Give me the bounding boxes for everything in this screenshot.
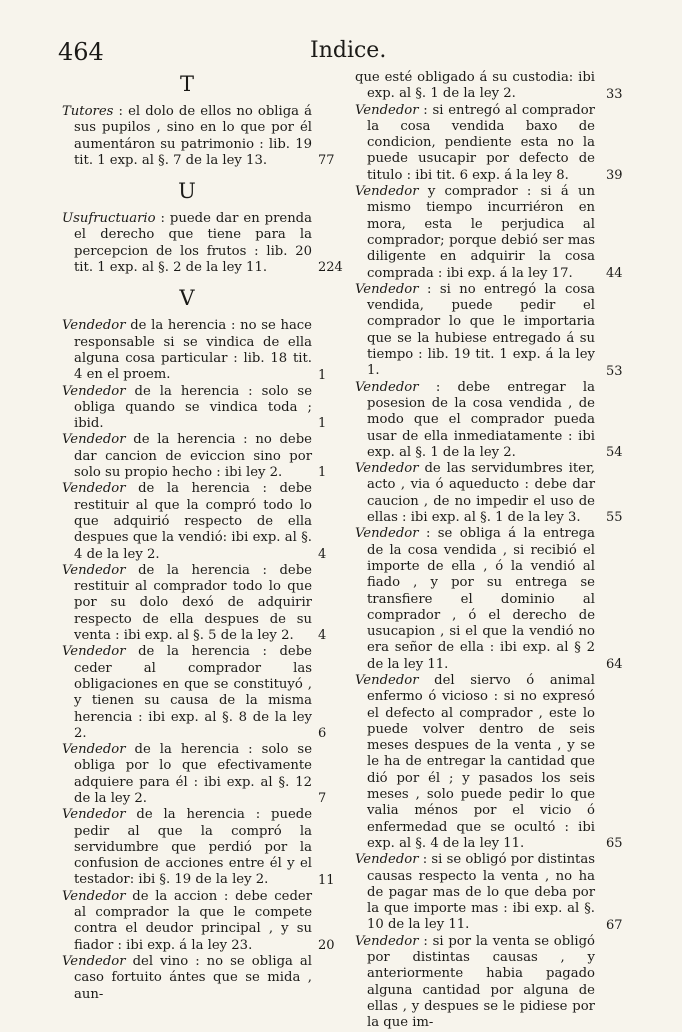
entry-text: : si por la venta se obligó por distintas causas , y anteriormente habia pagado alguna cantidad por alguna de ellas , y despues se le pidiese por la que im- xyxy=(367,933,595,1031)
entry-text: de la herencia : debe restituir al que la compró todo lo que adquirió respecto de ella despues que la vendió: ibi exp. al §. 4 de la ley 2. xyxy=(74,481,312,562)
index-entry xyxy=(62,889,312,954)
entry-headword: Usufructuario xyxy=(62,211,156,227)
entry-headword: Vendedor xyxy=(62,742,126,758)
entry-text: de la herencia : solo se obliga por lo que efectivamente adquiere para él : ibi exp. al §. 12 de la ley 2. xyxy=(74,742,312,806)
entry-page-ref: 4 xyxy=(318,628,327,644)
entry-text: de la herencia : solo se obliga quando se vindica toda ; ibid. xyxy=(74,383,312,432)
entry-headword: Vendedor xyxy=(62,432,126,448)
entry-page-ref: 6 xyxy=(318,726,327,742)
entry-headword: Vendedor xyxy=(355,461,419,477)
entry-page-ref: 64 xyxy=(606,656,623,672)
index-entry xyxy=(355,282,595,380)
index-entry xyxy=(62,954,312,1003)
entry-page-ref: 224 xyxy=(318,260,343,276)
entry-page-ref: 7 xyxy=(318,791,327,807)
index-entry xyxy=(355,184,595,282)
entry-headword: Tutores xyxy=(62,104,114,119)
entry-page-ref: 54 xyxy=(606,445,623,461)
entry-text: del siervo ó animal enfermo ó vicioso : si no expresó el defecto al comprador , este lo puede volver dentro de seis meses despues de la venta , y se le ha de entregar la cantidad que dió por él ; y pasados los seis meses , solo puede pedir lo que valia ménos por el vicio ó enfermedad que se ocultó : ibi exp. al §. 4 de la ley 11. xyxy=(367,672,595,851)
entry-text: de la herencia : debe ceder al comprador las obligaciones en que se constituyó , y tienen su causa de la misma herencia : ibi exp. al §. 8 de la ley 2. xyxy=(74,644,312,741)
entry-headword: Vendedor xyxy=(355,933,419,949)
index-entry xyxy=(62,563,312,644)
entry-headword: Vendedor xyxy=(355,672,419,688)
entry-text: : si se obligó por distintas causas respecto la venta , no ha de pagar mas de lo que deba por la que importe mas : ibi exp. al §. 10 de la ley 11. xyxy=(367,852,595,933)
entry-headword: Vendedor xyxy=(62,383,126,399)
entry-headword: Vendedor xyxy=(355,102,419,118)
entry-page-ref: 77 xyxy=(318,153,335,169)
entry-headword: Vendedor xyxy=(62,562,126,578)
index-entry xyxy=(355,461,595,526)
entry-page-ref: 1 xyxy=(318,367,327,383)
index-entry xyxy=(62,384,312,433)
entry-page-ref: 39 xyxy=(606,168,623,184)
index-entry xyxy=(62,742,312,807)
left-column xyxy=(62,70,312,1003)
entry-headword: Vendedor xyxy=(62,481,126,497)
entry-page-ref: 20 xyxy=(318,937,335,953)
index-entry xyxy=(62,318,312,383)
entry-text: : el dolo de ellos no obliga á sus pupilos , sino en lo que por él aumentáron su patrimonio : lib. 19 tit. 1 exp. al §. 7 de la ley 13. xyxy=(74,104,312,168)
index-entry xyxy=(355,934,595,1032)
entry-text: de la herencia : puede pedir al que la compró la servidumbre que perdió por la confusion de acciones entre él y el testador: ibi §. 19 de la ley 2. xyxy=(74,807,312,888)
index-entry xyxy=(355,852,595,933)
index-entry xyxy=(62,481,312,562)
index-entry xyxy=(355,526,595,673)
running-head: Indice. xyxy=(310,38,387,63)
entry-headword: Vendedor xyxy=(62,318,126,334)
entry-text: y comprador : si á un mismo tiempo incurriéron en mora, esta le perjudica al comprador; porque debió ser mas diligente en adquirir la cosa comprada : ibi exp. á la ley 17. xyxy=(367,184,595,281)
index-entry xyxy=(62,432,312,481)
page-number: 464 xyxy=(58,38,104,66)
index-entry xyxy=(62,807,312,888)
entry-page-ref: 33 xyxy=(606,86,623,102)
entry-headword: Vendedor xyxy=(62,953,126,969)
entry-text: de la accion : debe ceder al comprador la que le compete contra el deudor principal , y su fiador : ibi exp. á la ley 23. xyxy=(74,888,312,953)
entry-page-ref: 11 xyxy=(318,872,335,888)
entry-page-ref: 53 xyxy=(606,363,623,379)
entry-text: que esté obligado á su custodia: ibi exp. al §. 1 de la ley 2. xyxy=(355,70,595,102)
index-entry xyxy=(355,103,595,184)
entry-page-ref: 67 xyxy=(606,917,623,933)
index-entry xyxy=(355,380,595,461)
right-column xyxy=(355,70,595,1032)
index-entry xyxy=(355,70,595,103)
entry-headword: Vendedor xyxy=(355,281,419,297)
entry-page-ref: 44 xyxy=(606,265,623,281)
entry-text: : si no entregó la cosa vendida, puede pedir el comprador lo que le importaria que se la hubiese entregado á su tiempo : lib. 19 tit. 1 exp. á la ley 1. xyxy=(367,281,595,379)
entry-headword: Vendedor xyxy=(355,379,419,395)
entry-page-ref: 65 xyxy=(606,836,623,852)
entry-text: : debe entregar la posesion de la cosa vendida , de modo que el comprador pueda usar de ella inmediatamente : ibi exp. al §. 1 de la ley 2. xyxy=(367,379,595,460)
section-letter: U xyxy=(178,179,196,204)
section-letter: T xyxy=(179,72,194,96)
entry-headword: Vendedor xyxy=(62,888,126,904)
section-letter: V xyxy=(179,286,195,311)
entry-text: : puede dar en prenda el derecho que tiene para la percepcion de los frutos : lib. 20 tit. 1 exp. al §. 2 de la ley 11. xyxy=(74,211,312,276)
index-entry xyxy=(62,644,312,742)
entry-text: de la herencia : no se hace responsable si se vindica de ella alguna cosa particular : lib. 18 tit. 4 en el proem. xyxy=(74,318,312,383)
index-entry xyxy=(62,211,312,276)
entry-page-ref: 1 xyxy=(318,416,327,432)
index-entry xyxy=(355,673,595,852)
entry-headword: Vendedor xyxy=(355,852,419,868)
entry-headword: Vendedor xyxy=(62,644,126,660)
entry-headword: Vendedor xyxy=(355,526,419,542)
entry-text: : si entregó al comprador la cosa vendida baxo de condicion, pendiente esta no la puede usucapir por defecto de titulo : ibi tit. 6 exp. á la ley 8. xyxy=(367,102,595,183)
entry-page-ref: 1 xyxy=(318,465,327,481)
entry-text: : se obliga á la entrega de la cosa vendida , si recibió el importe de ella , ó la vendió al fiado , y por su entrega se transfiere el dominio al comprador , ó el derecho de usucapion , si el que la vendió no era señor de ella : ibi exp. al § 2 de la ley 11. xyxy=(367,526,595,672)
entry-page-ref: 55 xyxy=(606,510,623,526)
entry-headword: Vendedor xyxy=(62,807,126,823)
entry-text: del vino : no se obliga al caso fortuito ántes que se mida , aun- xyxy=(74,953,312,1002)
entry-page-ref: 4 xyxy=(318,546,327,562)
entry-text: de las servidumbres iter, acto , via ó aqueducto : debe dar caucion , de no impedir el uso de ellas : ibi exp. al §. 1 de la ley 3. xyxy=(367,461,595,526)
entry-headword: Vendedor xyxy=(355,184,419,200)
entry-text: de la herencia : debe restituir al comprador todo lo que por su dolo dexó de adquirir respecto de ella despues de su venta : ibi exp. al §. 5 de la ley 2. xyxy=(74,562,312,644)
index-entry xyxy=(62,104,312,169)
entry-text: de la herencia : no debe dar cancion de eviccion sino por solo su propio hecho : ibi ley 2. xyxy=(74,432,312,481)
